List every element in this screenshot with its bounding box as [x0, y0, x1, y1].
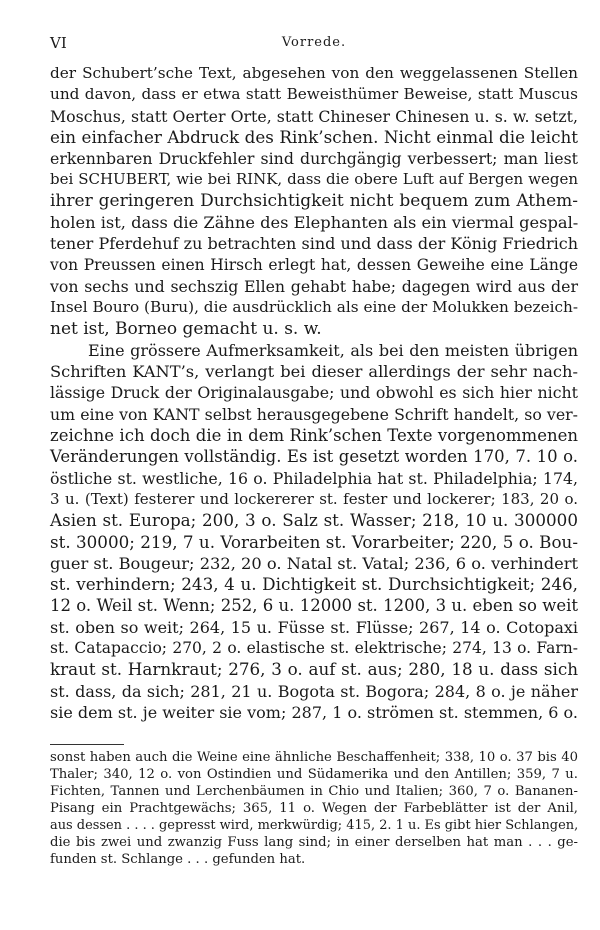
text-line: st. verhindern; 243, 4 u. Dichtigkeit st. Durchsichtigkeit; 246,: [50, 574, 578, 595]
footnote-line: Thaler; 340, 12 o. von Ostindien und Südamerika und den Antillen; 359, 7 u.: [50, 767, 578, 782]
text-line: tener Pferdehuf zu betrachten sind und dass der König Friedrich: [50, 234, 578, 254]
text-line: bei SCHUBERT, wie bei RINK, dass die obere Luft auf Bergen wegen: [50, 170, 578, 189]
text-line: Moschus, statt Oerter Orte, statt Chineser Chinesen u. s. w. setzt,: [50, 106, 578, 126]
footnote-line: die bis zwei und zwanzig Fuss lang sind; in einer derselben hat man . . . ge-: [50, 835, 578, 850]
footnote-line: Pisang ein Prachtgewächs; 365, 11 o. Wegen der Farbeblätter ist der Anil,: [50, 801, 578, 816]
main-text: [50, 63, 578, 723]
text-line: um eine von KANT selbst herausgegebene Schrift handelt, so ver-: [50, 404, 578, 424]
text-line: kraut st. Harnkraut; 276, 3 o. auf st. aus; 280, 18 u. dass sich: [50, 659, 578, 680]
text-line: ihrer geringeren Durchsichtigkeit nicht bequem zum Athem-: [50, 190, 578, 211]
text-line: 3 u. (Text) festerer und lockererer st. fester und lockerer; 183, 20 o.: [50, 489, 578, 508]
running-title: Vorrede.: [281, 35, 347, 50]
text-line: Asien st. Europa; 200, 3 o. Salz st. Wasser; 218, 10 u. 300000: [50, 510, 578, 531]
footnote-line: sonst haben auch die Weine eine ähnliche Beschaffenheit; 338, 10 o. 37 bis 40: [50, 750, 578, 765]
text-line: st. dass, da sich; 281, 21 u. Bogota st. Bogora; 284, 8 o. je näher: [50, 681, 578, 701]
text-line: sie dem st. je weiter sie vom; 287, 1 o. strömen st. stemmen, 6 o.: [50, 702, 578, 722]
text-line: st. oben so weit; 264, 15 u. Füsse st. Flüsse; 267, 14 o. Cotopaxi: [50, 617, 578, 637]
footnote: [50, 749, 578, 868]
footnote-line: aus dessen . . . . gepresst wird, merkwürdig; 415, 2. 1 u. Es gibt hier Schlangen,: [50, 818, 579, 833]
running-head: [50, 34, 578, 54]
text-line: holen ist, dass die Zähne des Elephanten als ein viermal gespal-: [50, 213, 579, 233]
text-line: st. 30000; 219, 7 u. Vorarbeiten st. Vorarbeiter; 220, 5 o. Bou-: [50, 531, 578, 552]
paragraph-end-line: net ist, Borneo gemacht u. s. w.: [50, 318, 322, 339]
text-line: von sechs und sechszig Ellen gehabt habe; dagegen wird aus der: [50, 276, 578, 296]
footnote-rule: [50, 744, 124, 745]
text-line: guer st. Bougeur; 232, 20 o. Natal st. Vatal; 236, 6 o. verhindert: [50, 553, 579, 573]
footnote-line: Fichten, Tannen und Lerchenbäumen in Chio und Italien; 360, 7 o. Bananen-: [50, 784, 578, 799]
text-line: von Preussen einen Hirsch erlegt hat, dessen Geweihe eine Länge: [50, 255, 578, 274]
text-line: und davon, dass er etwa statt Beweisthümer Beweise, statt Muscus: [50, 85, 578, 104]
text-line: zeichne ich doch die in dem Rink’schen Texte vorgenommenen: [50, 426, 578, 446]
text-line: 12 o. Weil st. Wenn; 252, 6 u. 12000 st. 1200, 3 u. eben so weit: [50, 596, 578, 616]
text-line: östliche st. westliche, 16 o. Philadelphia hat st. Philadelphia; 174,: [50, 468, 578, 488]
page-number: VI: [50, 34, 67, 52]
text-line: st. Catapaccio; 270, 2 o. elastische st. elektrische; 274, 13 o. Farn-: [50, 639, 578, 658]
text-line: lässige Druck der Originalausgabe; und obwohl es sich hier nicht: [50, 383, 578, 403]
text-line: Schriften KANT’s, verlangt bei dieser allerdings der sehr nach-: [50, 362, 578, 382]
text-line: ein einfacher Abdruck des Rink’schen. Nicht einmal die leicht: [50, 126, 578, 147]
text-line: Veränderungen vollständig. Es ist gesetzt worden 170, 7. 10 o.: [50, 447, 578, 467]
text-line: Insel Bouro (Buru), die ausdrücklich als eine der Molukken bezeich-: [50, 298, 578, 317]
text-line: der Schubert’sche Text, abgesehen von den weggelassenen Stellen: [50, 64, 578, 82]
paragraph-start-line: Eine grössere Aufmerksamkeit, als bei den meisten übrigen: [88, 340, 578, 360]
footnote-line: funden st. Schlange . . . gefunden hat.: [50, 852, 306, 867]
text-line: erkennbaren Druckfehler sind durchgängig verbessert; man liest: [50, 149, 578, 169]
